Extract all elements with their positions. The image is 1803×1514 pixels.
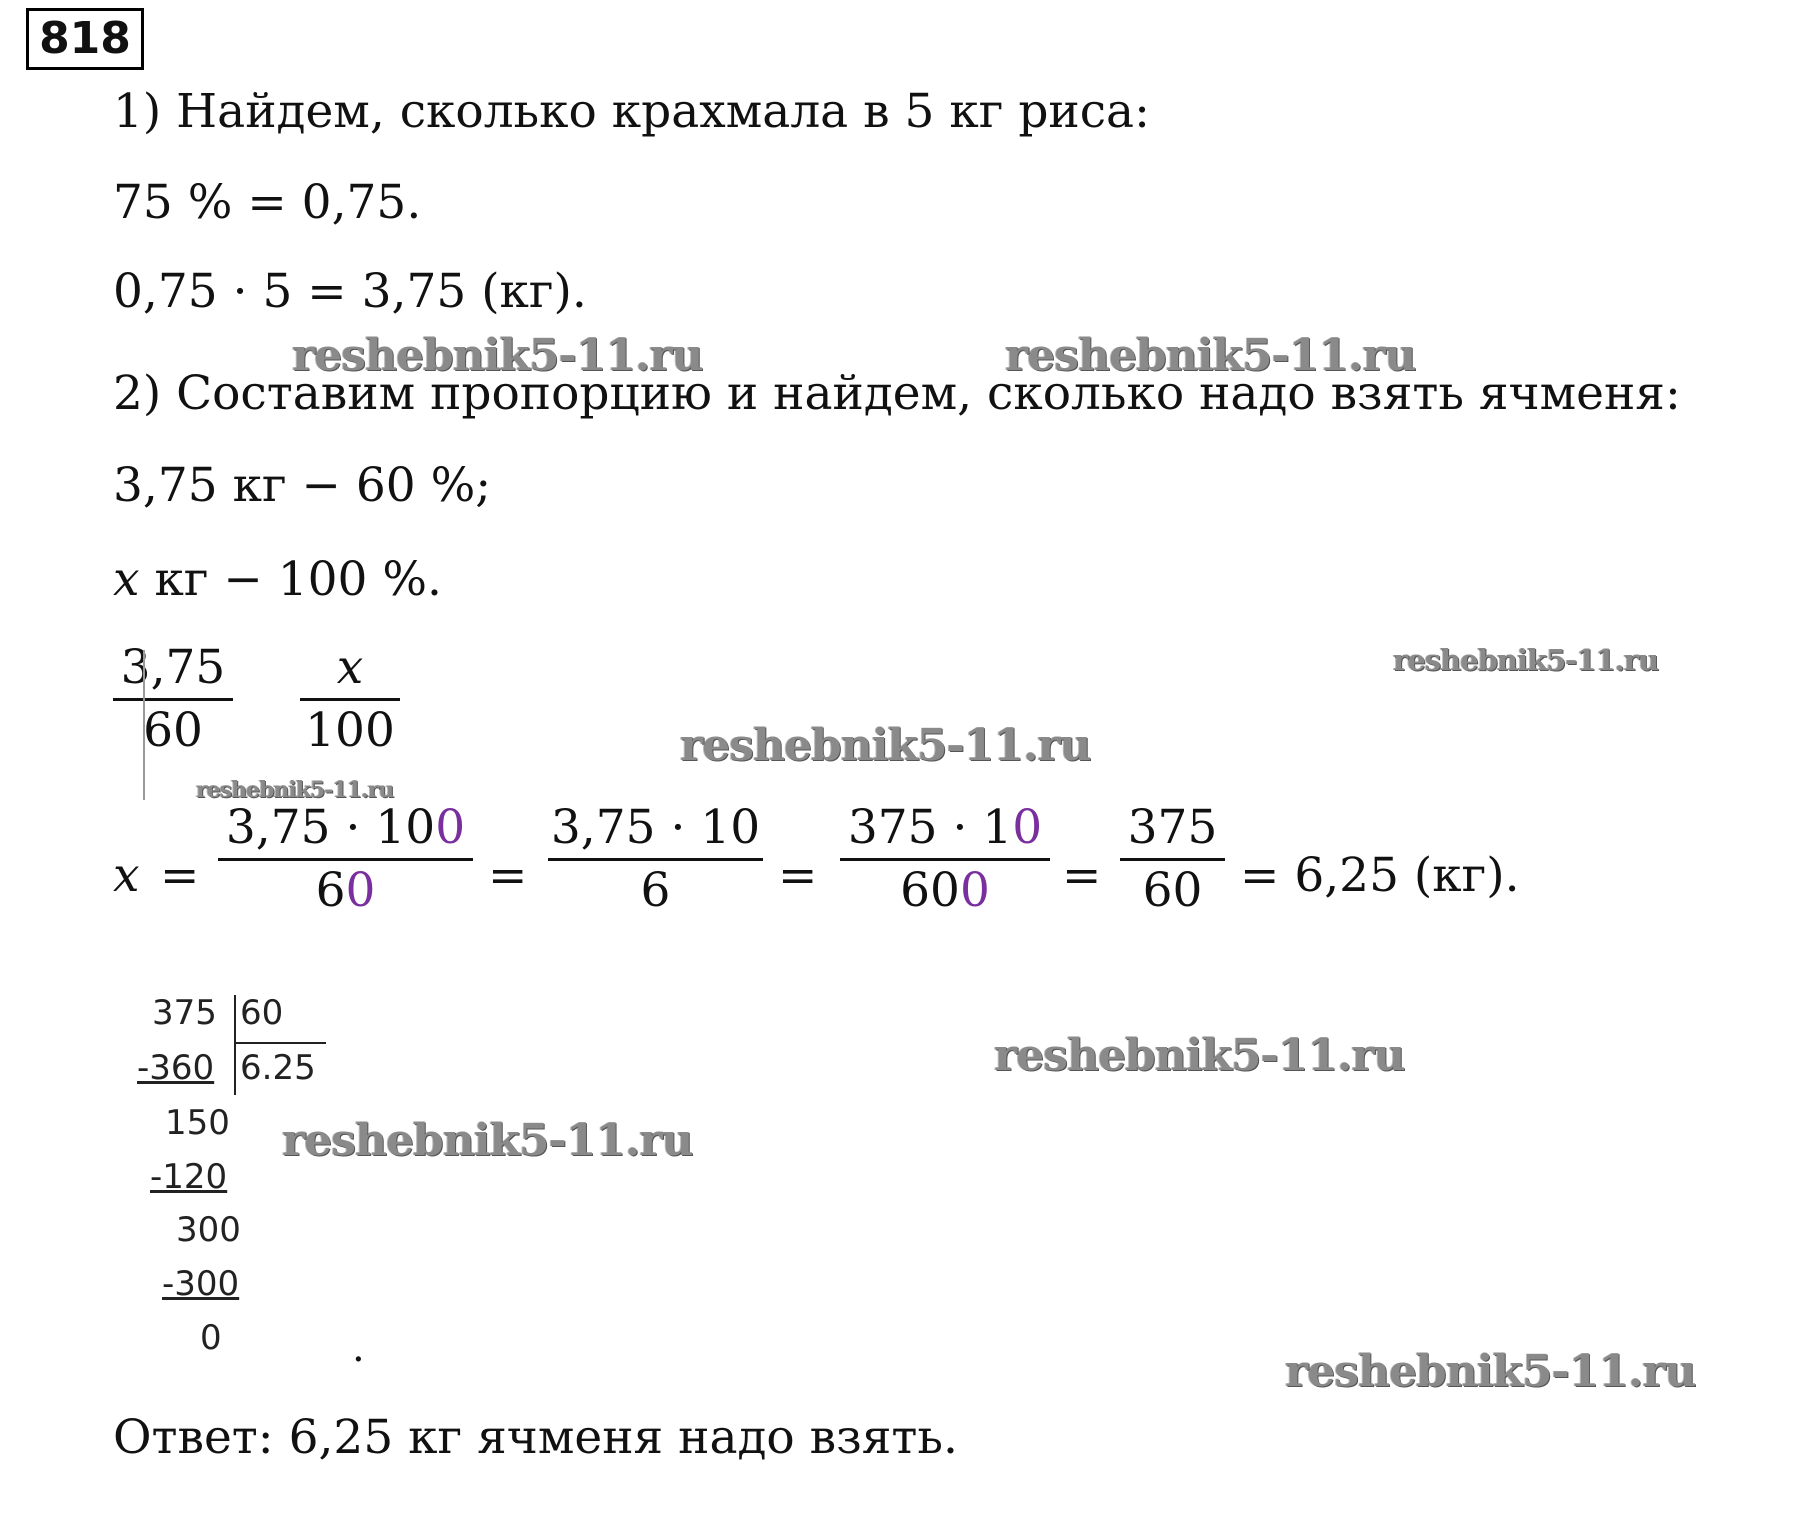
watermark: reshebnik5-11.ru bbox=[1005, 330, 1416, 381]
ld-remainder-1: 150 bbox=[165, 1103, 230, 1143]
ld-horizontal-divider bbox=[234, 1042, 326, 1044]
equation-fraction-2 bbox=[548, 800, 763, 919]
watermark: reshebnik5-11.ru bbox=[994, 1030, 1405, 1081]
watermark: reshebnik5-11.ru bbox=[1285, 1346, 1696, 1397]
ld-remainder-2: 300 bbox=[176, 1210, 241, 1250]
fraction-bar bbox=[1120, 858, 1225, 861]
variable-x: x bbox=[113, 552, 140, 607]
watermark: reshebnik5-11.ru bbox=[196, 777, 394, 803]
equals-sign: = bbox=[1062, 848, 1102, 903]
fraction-numerator: 3,75 · 100 bbox=[225, 800, 466, 855]
ld-sub-3: -300 bbox=[162, 1264, 240, 1304]
proportion-left-fraction bbox=[113, 640, 233, 759]
fraction-denominator: 60 bbox=[143, 703, 203, 758]
equation-fraction-1 bbox=[218, 800, 473, 919]
ld-dividend: 375 bbox=[152, 993, 217, 1033]
equals-sign: = bbox=[160, 848, 200, 903]
fraction-bar bbox=[548, 858, 763, 861]
fraction-bar bbox=[840, 858, 1050, 861]
fraction-numerator: 375 bbox=[1127, 800, 1218, 855]
fraction-denominator: 60 bbox=[315, 863, 376, 918]
fraction-numerator: 3,75 bbox=[120, 640, 226, 695]
fraction-denominator: 600 bbox=[900, 863, 990, 918]
watermark: reshebnik5-11.ru bbox=[680, 720, 1091, 771]
step1-percent: 75 % = 0,75. bbox=[113, 175, 422, 230]
fraction-denominator: 100 bbox=[305, 703, 395, 758]
watermark: reshebnik5-11.ru bbox=[292, 330, 703, 381]
equals-sign: = bbox=[488, 848, 528, 903]
proportion-line-2-rest: кг − 100 %. bbox=[139, 552, 442, 607]
fraction-numerator: 375 · 10 bbox=[847, 800, 1043, 855]
equation-var: x bbox=[113, 848, 140, 903]
highlight-zero: 0 bbox=[1012, 800, 1043, 855]
ld-remainder-3: 0 bbox=[200, 1318, 222, 1358]
step1-calc: 0,75 · 5 = 3,75 (кг). bbox=[113, 264, 587, 319]
fraction-bar bbox=[113, 698, 233, 701]
proportion-line-2 bbox=[113, 550, 442, 610]
answer-line: Ответ: 6,25 кг ячменя надо взять. bbox=[113, 1410, 958, 1465]
proportion-right-fraction bbox=[300, 640, 400, 759]
ld-sub-1: -360 bbox=[137, 1048, 215, 1088]
equals-sign: = bbox=[778, 848, 818, 903]
watermark: reshebnik5-11.ru bbox=[1393, 643, 1659, 677]
proportion-line-1: 3,75 кг − 60 %; bbox=[113, 458, 492, 513]
equation-fraction-3 bbox=[840, 800, 1050, 919]
step2-title: 2) Составим пропорцию и найдем, сколько надо взять ячменя: bbox=[113, 366, 1681, 421]
ld-sub-2: -120 bbox=[150, 1157, 228, 1197]
fraction-denominator: 6 bbox=[640, 863, 671, 918]
fraction-denominator: 60 bbox=[1142, 863, 1203, 918]
highlight-zero: 0 bbox=[345, 863, 376, 918]
equation-result: = 6,25 (кг). bbox=[1240, 848, 1520, 903]
fraction-numerator: x bbox=[336, 640, 364, 695]
highlight-zero: 0 bbox=[435, 800, 466, 855]
scan-artifact-line bbox=[143, 650, 145, 800]
stray-dot: . bbox=[352, 1325, 365, 1371]
problem-number: 818 bbox=[26, 8, 144, 70]
fraction-bar bbox=[218, 858, 473, 861]
watermark: reshebnik5-11.ru bbox=[282, 1115, 693, 1166]
step1-title: 1) Найдем, сколько крахмала в 5 кг риса: bbox=[113, 84, 1150, 139]
ld-quotient: 6.25 bbox=[240, 1048, 316, 1088]
ld-divisor: 60 bbox=[240, 993, 284, 1033]
fraction-bar bbox=[300, 698, 400, 701]
equation-fraction-4 bbox=[1120, 800, 1225, 919]
ld-vertical-divider bbox=[234, 995, 236, 1095]
highlight-zero: 0 bbox=[959, 863, 990, 918]
fraction-numerator: 3,75 · 10 bbox=[550, 800, 761, 855]
